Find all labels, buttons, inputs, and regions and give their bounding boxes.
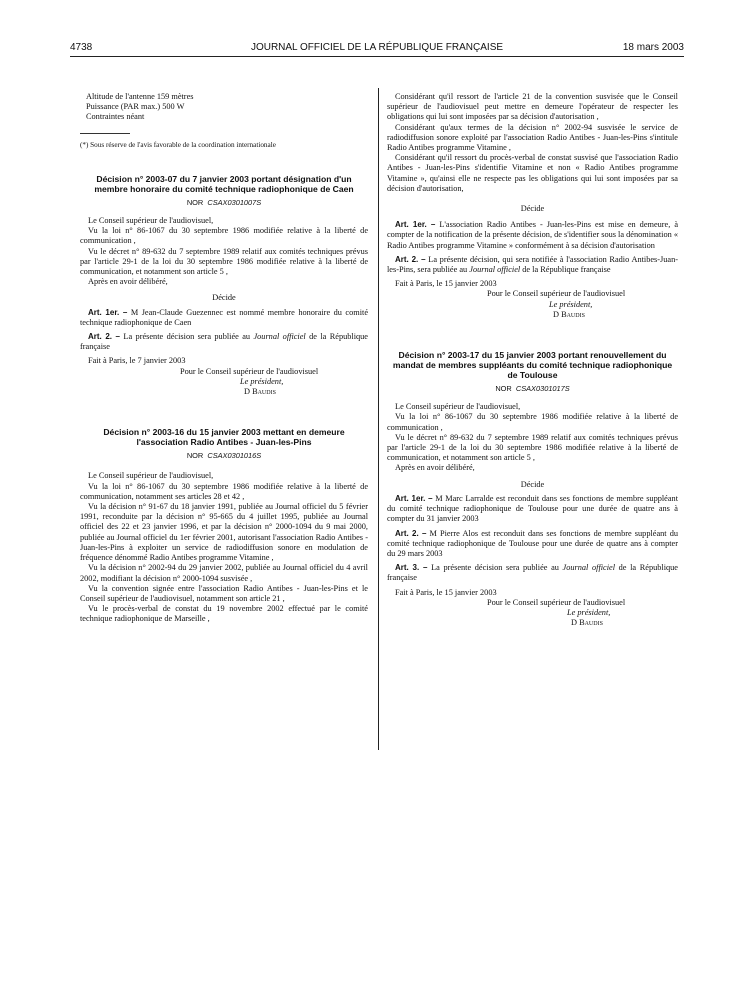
decide-heading: Décide <box>212 293 236 303</box>
decision-title: Décision n° 2003-16 du 15 janvier 2003 mettant en demeure l'association Radio Antibes - Juan-les-Pins <box>103 427 345 448</box>
spec-line: Altitude de l'antenne 159 mètres <box>86 92 194 101</box>
decide-heading: Décide <box>520 479 545 489</box>
left-column <box>80 92 368 625</box>
paragraph: Vu la loi n° 86-1067 du 30 septembre 1986 modifiée relative à la liberté de communication , <box>80 226 368 246</box>
decide-heading: Décide <box>520 204 545 214</box>
spec-line: Contraintes néant <box>86 112 145 122</box>
paragraph: Considérant qu'il ressort du procès-verbal de constat susvisé que l'association Radio Antibes - Juan-les-Pins s'identifie Vitamine et non « Radio Antibes programme Vitamine », qu'ainsi elle ne respecte pas les obligations qui lui sont imposées par sa décision d'autorisation, <box>387 153 678 193</box>
paragraph: Considérant qu'aux termes de la décision n° 2002-94 susvisée le service de radiodiffusion sonore exploité par l'association Radio Antibes - Juan-les-Pins s'intitule Radio Antibes programme Vitamine , <box>387 122 678 153</box>
signature-block: Pour le Conseil supérieur de l'audiovisuel Le président, D Baudis <box>180 366 319 397</box>
article: Art. 2. – La présente décision sera publiée au Journal officiel de la République française <box>80 332 368 352</box>
signature-date: Fait à Paris, le 7 janvier 2003 <box>88 356 186 366</box>
paragraph: Vu la décision n° 91-67 du 18 janvier 1991, publiée au Journal officiel du 5 février 1991, reconduite par la décision n° 95-665 du 4 juillet 1995, publiée au Journal officiel des 22 et 23 janvier 1996, et par la décision n° 2000-1094 du 9 mai 2000, publiée au Journal officiel du 1er février 2001, autorisant l'association Radio Antibes - Juan-les-Pins à exploiter un service de radiodiffusion sonore en modulation de fréquence dénommé Radio Antibes programme Vitamine , <box>80 502 368 563</box>
nor-reference: NOR CSAX0301007S <box>186 197 262 207</box>
article: Art. 2. – La présente décision, qui sera notifiée à l'association Radio Antibes-Juan-les-Pins, sera publiée au Journal officiel de la République française <box>387 254 679 275</box>
page-header <box>70 42 684 56</box>
signature-block: Pour le Conseil supérieur de l'audiovisuel Le président, D Baudis <box>487 597 626 628</box>
article: Art. 3. – La présente décision sera publiée au Journal officiel de la République française <box>387 563 678 583</box>
decision-title: Décision n° 2003-17 du 15 janvier 2003 portant renouvellement du mandat de membres suppléants du comité technique radiophonique de Toulouse <box>392 350 673 381</box>
footnote: (*) Sous réserve de l'avis favorable de la coordination internationale <box>80 140 276 149</box>
paragraph: Vu le décret n° 89-632 du 7 septembre 1989 relatif aux comités techniques prévus par l'article 29-1 de la loi du 30 septembre 1986 modifiée relative à la liberté de communication, et notamment son article 5 , <box>387 432 678 463</box>
signature-block: Pour le Conseil supérieur de l'audiovisuel Le président, D Baudis <box>487 289 626 319</box>
decision-title: Décision n° 2003-07 du 7 janvier 2003 portant désignation d'un membre honoraire du comité technique radiophonique de Caen <box>94 173 354 194</box>
page-number: 4738 <box>70 42 93 53</box>
article: Art. 1er. – M Jean-Claude Guezennec est nommé membre honoraire du comité technique radiophonique de Caen <box>80 307 369 327</box>
paragraph: Après en avoir délibéré, <box>88 277 168 287</box>
nor-reference: NOR CSAX0301017S <box>495 384 570 394</box>
paragraph: Le Conseil supérieur de l'audiovisuel, <box>88 216 214 226</box>
journal-title: JOURNAL OFFICIEL DE LA RÉPUBLIQUE FRANÇAISE <box>250 42 504 53</box>
article: Art. 1er. – L'association Radio Antibes - Juan-les-Pins est mise en demeure, à compter de la notification de la présente décision, de s'identifier sous la dénomination « Radio Antibes programme Vitamine » conformément à sa décision d'autorisation <box>387 220 679 250</box>
footnote-rule <box>80 133 130 134</box>
paragraph: Après en avoir délibéré, <box>395 463 475 473</box>
paragraph: Considérant qu'il ressort de l'article 21 de la convention susvisée que le Conseil supérieur de l'audiovisuel peut mettre en demeure l'opérateur de respecter les obligations qui lui sont imposées par sa décision d'autorisation , <box>387 92 678 122</box>
signature-date: Fait à Paris, le 15 janvier 2003 <box>395 587 497 597</box>
technical-specs <box>80 92 368 123</box>
article: Art. 2. – M Pierre Alos est reconduit dans ses fonctions de membre suppléant du comité technique radiophonique de Toulouse pour une durée de quatre ans à compter du 29 mars 2003 <box>387 528 679 558</box>
right-column <box>387 92 678 628</box>
signature-date: Fait à Paris, le 15 janvier 2003 <box>395 279 497 289</box>
paragraph: Vu la loi n° 86-1067 du 30 septembre 1986 modifiée relative à la liberté de communication, notamment ses articles 28 et 42 , <box>80 481 368 501</box>
issue-date: 18 mars 2003 <box>622 42 684 53</box>
paragraph: Vu le décret n° 89-632 du 7 septembre 1989 relatif aux comités techniques prévus par l'article 29-1 de la loi du 30 septembre 1986 modifiée relative à la liberté de communication, et notamment son article 5 , <box>80 246 368 277</box>
paragraph: Vu la convention signée entre l'association Radio Antibes - Juan-les-Pins et le Conseil supérieur de l'audiovisuel, notamment son article 21 , <box>80 583 368 603</box>
paragraph: Vu la décision n° 2002-94 du 29 janvier 2002, publiée au Journal officiel du 4 avril 2002, modifiant la décision n° 2000-1094 susvisée , <box>80 563 368 583</box>
spec-line: Puissance (PAR max.) 500 W <box>86 102 185 112</box>
paragraph: Vu la loi n° 86-1067 du 30 septembre 1986 modifiée relative à la liberté de communication , <box>387 412 678 432</box>
article: Art. 1er. – M Marc Larralde est reconduit dans ses fonctions de membre suppléant du comité technique radiophonique de Toulouse pour une durée de quatre ans à compter du 31 janvier 2003 <box>387 493 679 524</box>
column-divider <box>378 88 379 750</box>
paragraph: Le Conseil supérieur de l'audiovisuel, <box>395 402 521 412</box>
header-rule <box>70 56 684 57</box>
nor-reference: NOR CSAX0301016S <box>186 451 262 461</box>
paragraph: Le Conseil supérieur de l'audiovisuel, <box>88 471 214 481</box>
paragraph: Vu le procès-verbal de constat du 19 novembre 2002 effectué par le comité technique radiophonique de Marseille , <box>80 604 368 624</box>
